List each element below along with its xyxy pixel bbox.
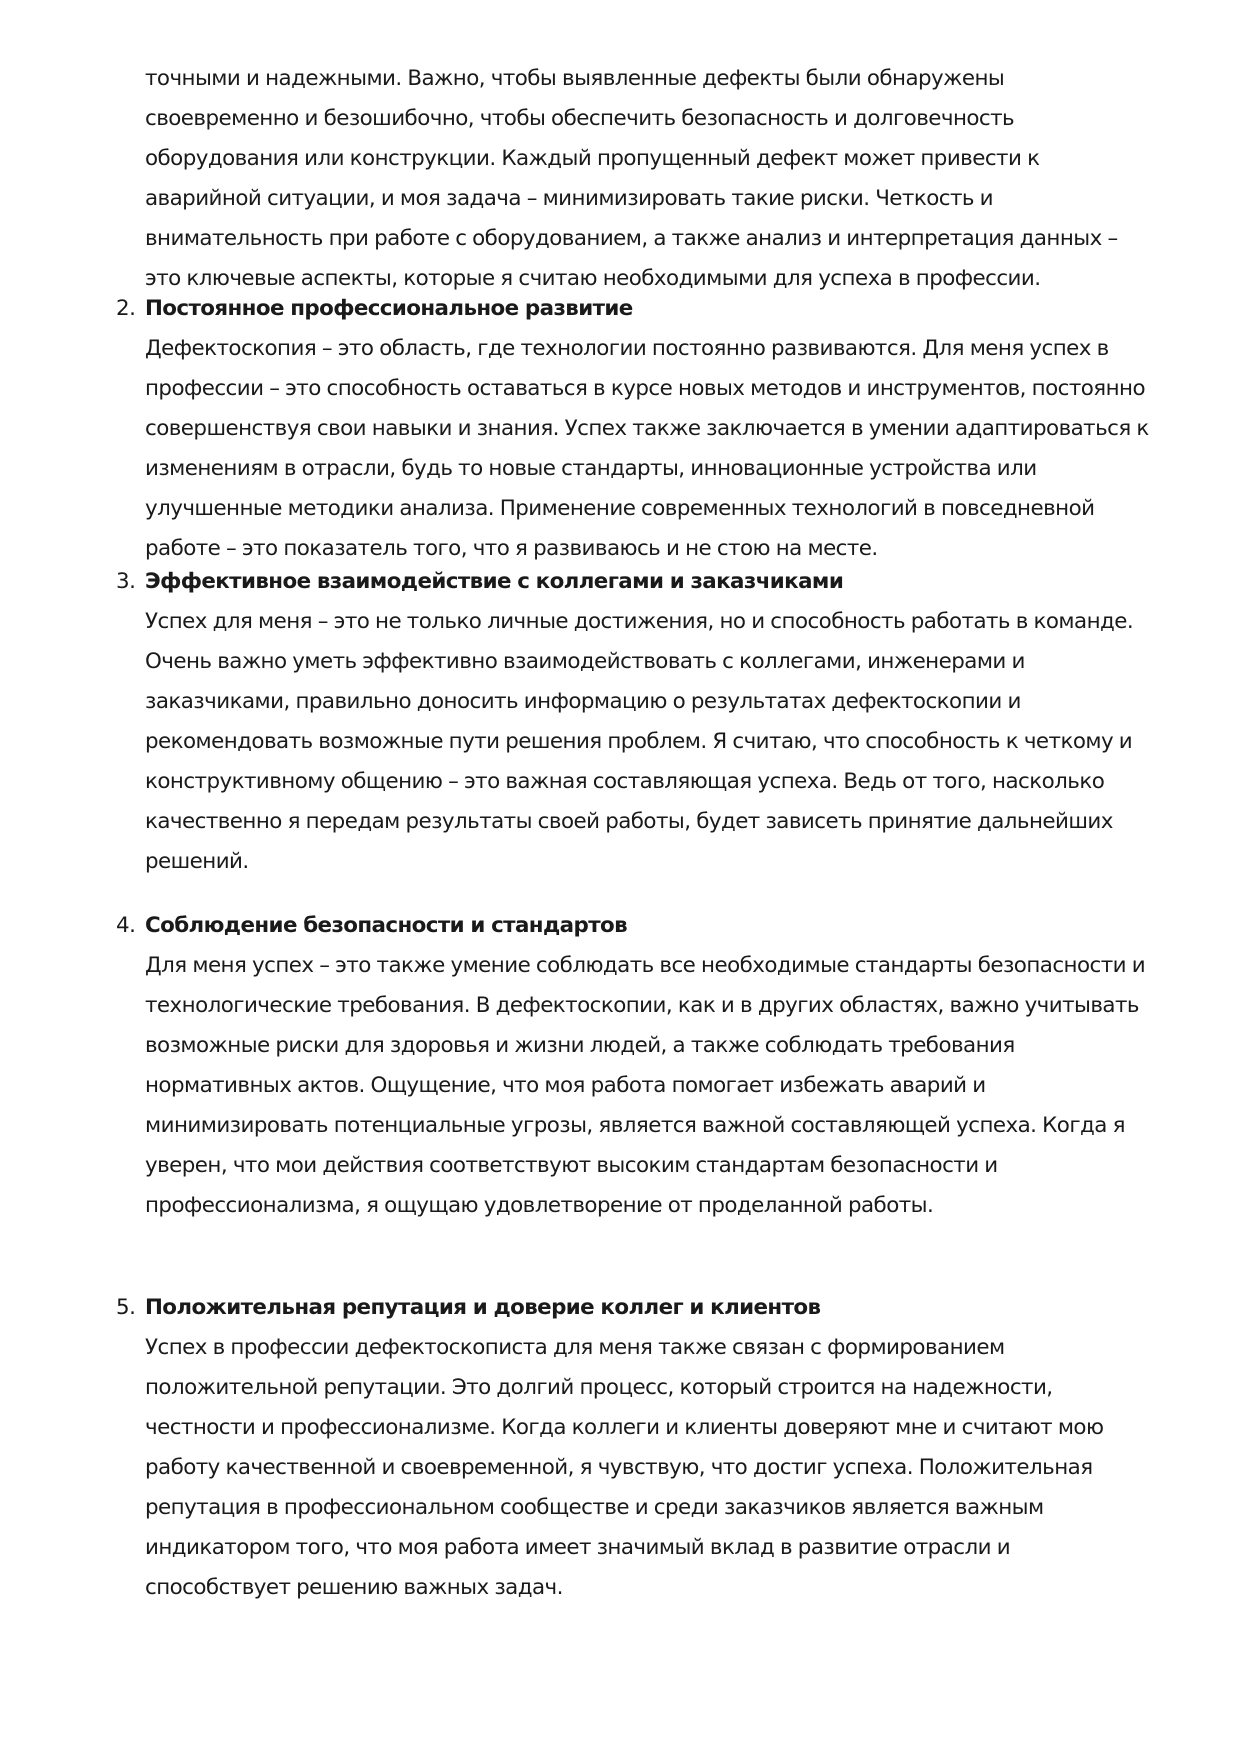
- list-item-heading: Положительная репутация и доверие коллег и клиентов: [145, 1295, 821, 1320]
- list-item-number: 5.: [116, 1295, 136, 1320]
- list-item-text: Успех для меня – это не только личные достижения, но и способность работать в команде. Очень важно уметь эффективно взаимодействовать с коллегами, инженерами и заказчиками, правильно доносить информацию о результатах дефектоскопии и рекомендовать возможные пути решения проблем. Я считаю, что способность к четкому и конструктивному общению – это важная составляющая успеха. Ведь от того, насколько качественно я передам результаты своей работы, будет зависеть принятие дальнейших решений.: [145, 609, 1134, 874]
- intro-paragraph: точными и надежными. Важно, чтобы выявленные дефекты были обнаружены своевременно и безошибочно, чтобы обеспечить безопасность и долговечность оборудования или конструкции. Каждый пропущенный дефект может привести к аварийной ситуации, и моя задача – минимизировать такие риски. Четкость и внимательность при работе с оборудованием, а также анализ и интерпретация данных – это ключевые аспекты, которые я считаю необходимыми для успеха в профессии.: [145, 66, 1118, 291]
- list-item-text: Дефектоскопия – это область, где технологии постоянно развиваются. Для меня успех в профессии – это способность оставаться в курсе новых методов и инструментов, постоянно совершенствуя свои навыки и знания. Успех также заключается в умении адаптироваться к изменениям в отрасли, будь то новые стандарты, инновационные устройства или улучшенные методики анализа. Применение современных технологий в повседневной работе – это показатель того, что я развиваюсь и не стою на месте.: [145, 336, 1149, 561]
- list-item-number: 4.: [116, 913, 136, 938]
- list-item-number: 2.: [116, 296, 136, 321]
- list-item-heading: Соблюдение безопасности и стандартов: [145, 913, 628, 938]
- list-item-text: Для меня успех – это также умение соблюдать все необходимые стандарты безопасности и технологические требования. В дефектоскопии, как и в других областях, важно учитывать возможные риски для здоровья и жизни людей, а также соблюдать требования нормативных актов. Ощущение, что моя работа помогает избежать аварий и минимизировать потенциальные угрозы, является важной составляющей успеха. Когда я уверен, что мои действия соответствуют высоким стандартам безопасности и профессионализма, я ощущаю удовлетворение от проделанной работы.: [145, 953, 1146, 1218]
- list-item-text: Успех в профессии дефектоскописта для меня также связан с формированием положительной репутации. Это долгий процесс, который строится на надежности, честности и профессионализме. Когда коллеги и клиенты доверяют мне и считают мою работу качественной и своевременной, я чувствую, что достиг успеха. Положительная репутация в профессиональном сообществе и среди заказчиков является важным индикатором того, что моя работа имеет значимый вклад в развитие отрасли и способствует решению важных задач.: [145, 1335, 1104, 1600]
- list-item-number: 3.: [116, 569, 136, 594]
- list-item-heading: Эффективное взаимодействие с коллегами и заказчиками: [145, 569, 844, 594]
- list-item-heading: Постоянное профессиональное развитие: [145, 296, 633, 321]
